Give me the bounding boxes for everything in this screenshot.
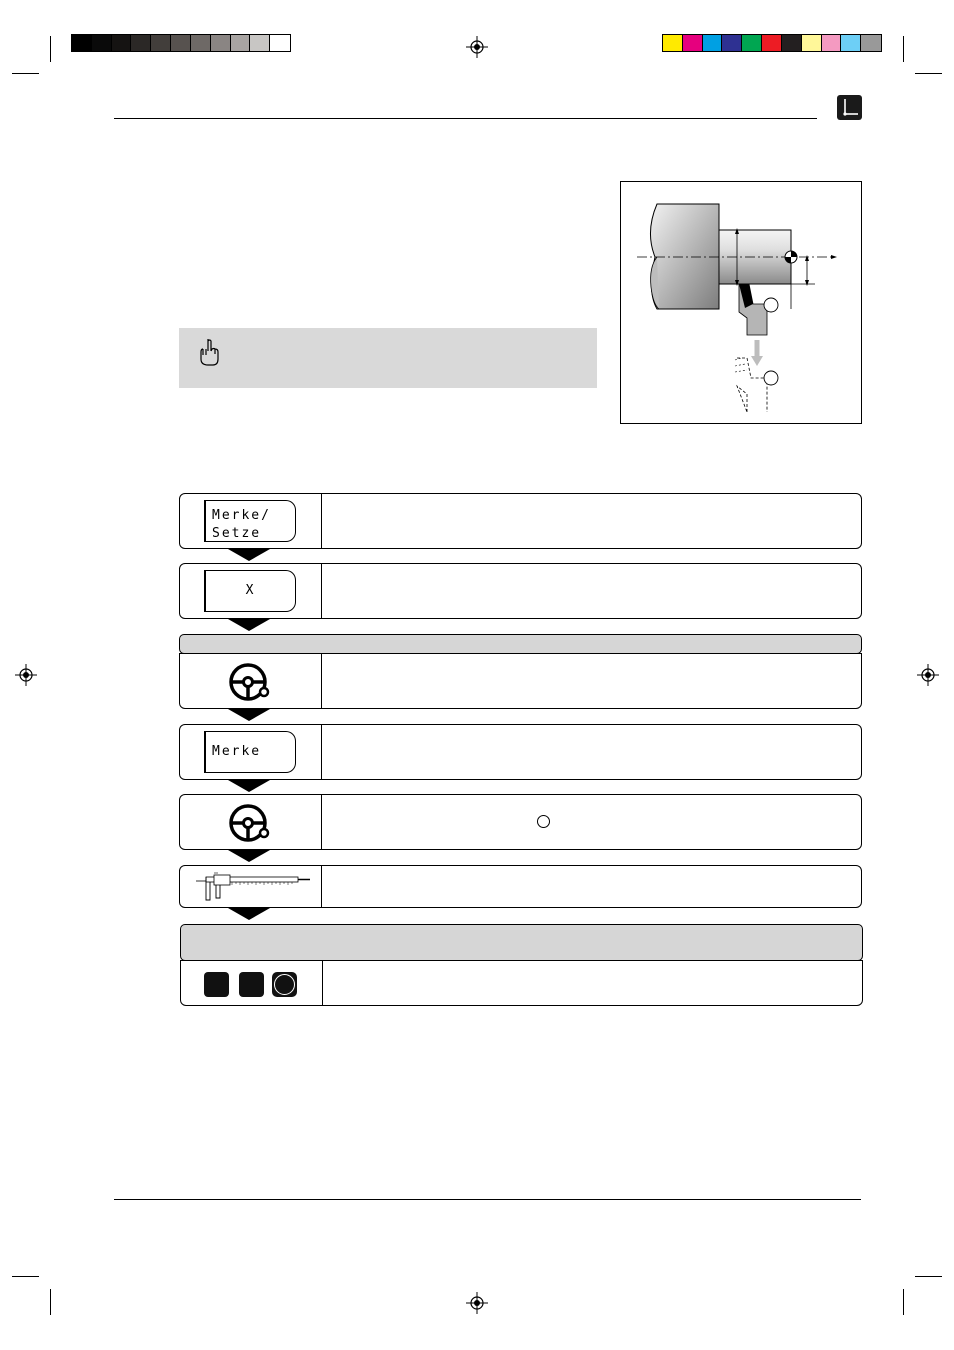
step-divider bbox=[321, 725, 322, 779]
softkey-x-label: X bbox=[245, 583, 256, 598]
crop-mark bbox=[903, 1289, 904, 1315]
x-axis-softkey[interactable] bbox=[204, 570, 296, 612]
flow-arrow bbox=[228, 908, 270, 920]
calibration-swatch bbox=[861, 35, 881, 51]
lathe-figure bbox=[620, 181, 862, 424]
step-divider bbox=[321, 795, 322, 849]
merke-softkey[interactable] bbox=[204, 731, 296, 773]
header-rule bbox=[114, 118, 817, 119]
section-banner bbox=[179, 634, 862, 654]
section-banner-text bbox=[181, 925, 862, 945]
gray-calibration-strip bbox=[71, 34, 291, 52]
crop-mark bbox=[903, 36, 904, 62]
calibration-swatch bbox=[72, 35, 92, 51]
calibration-swatch bbox=[151, 35, 171, 51]
flow-arrow bbox=[228, 549, 270, 561]
calibration-swatch bbox=[270, 35, 290, 51]
calibration-swatch bbox=[782, 35, 802, 51]
step-divider bbox=[321, 564, 322, 618]
calibration-swatch bbox=[231, 35, 251, 51]
note-box bbox=[179, 328, 597, 388]
merke-setze-softkey[interactable] bbox=[204, 500, 296, 542]
color-calibration-strip bbox=[662, 34, 882, 52]
step-4-softkey-merke bbox=[179, 724, 862, 780]
softkey-line-2: Setze bbox=[212, 526, 262, 541]
softkey-merke-label: Merke bbox=[212, 744, 262, 759]
step-5-handwheel bbox=[179, 794, 862, 850]
calibration-swatch bbox=[131, 35, 151, 51]
registration-mark-right bbox=[917, 664, 939, 686]
footer-rule bbox=[114, 1199, 861, 1200]
crop-mark bbox=[50, 36, 51, 62]
calibration-swatch bbox=[822, 35, 842, 51]
flow-arrow bbox=[228, 850, 270, 862]
axis-origin-icon bbox=[837, 95, 862, 120]
ent-key-icon[interactable] bbox=[272, 972, 297, 997]
number-key[interactable] bbox=[204, 972, 229, 997]
registration-mark-bottom bbox=[466, 1292, 488, 1314]
flow-arrow bbox=[228, 780, 270, 792]
step-divider bbox=[322, 961, 323, 1005]
calibration-swatch bbox=[762, 35, 782, 51]
step-3-handwheel bbox=[179, 653, 862, 709]
calibration-swatch bbox=[92, 35, 112, 51]
number-key[interactable] bbox=[239, 972, 264, 997]
handwheel-icon bbox=[228, 661, 272, 703]
step-divider bbox=[321, 654, 322, 708]
crop-mark bbox=[915, 1276, 942, 1277]
registration-mark-left bbox=[15, 664, 37, 686]
calibration-swatch bbox=[250, 35, 270, 51]
registration-mark-top bbox=[466, 36, 488, 58]
softkey-line-1: Merke/ bbox=[212, 508, 271, 523]
calibration-swatch bbox=[841, 35, 861, 51]
handwheel-icon bbox=[228, 802, 272, 844]
step-1-softkey-merke-setze bbox=[179, 493, 862, 549]
calibration-swatch bbox=[171, 35, 191, 51]
inline-circle-marker bbox=[537, 815, 550, 828]
flow-arrow bbox=[228, 709, 270, 721]
step-divider bbox=[321, 866, 322, 907]
step-7-number-keys-ent bbox=[180, 960, 863, 1006]
flow-arrow bbox=[228, 619, 270, 631]
crop-mark bbox=[12, 1276, 39, 1277]
calibration-swatch bbox=[742, 35, 762, 51]
crop-mark bbox=[915, 73, 942, 74]
pointing-hand-icon bbox=[198, 337, 222, 367]
section-banner-text bbox=[180, 635, 861, 639]
section-banner bbox=[180, 924, 863, 961]
crop-mark bbox=[50, 1289, 51, 1315]
calibration-swatch bbox=[703, 35, 723, 51]
step-6-caliper bbox=[179, 865, 862, 908]
calibration-swatch bbox=[802, 35, 822, 51]
calibration-swatch bbox=[663, 35, 683, 51]
calibration-swatch bbox=[722, 35, 742, 51]
section-badge bbox=[837, 95, 862, 120]
turning-diagram bbox=[621, 182, 861, 423]
step-2-softkey-x bbox=[179, 563, 862, 619]
step-divider bbox=[321, 494, 322, 548]
calibration-swatch bbox=[211, 35, 231, 51]
calibration-swatch bbox=[683, 35, 703, 51]
caliper-icon bbox=[192, 872, 312, 902]
crop-mark bbox=[12, 73, 39, 74]
calibration-swatch bbox=[112, 35, 132, 51]
calibration-swatch bbox=[191, 35, 211, 51]
